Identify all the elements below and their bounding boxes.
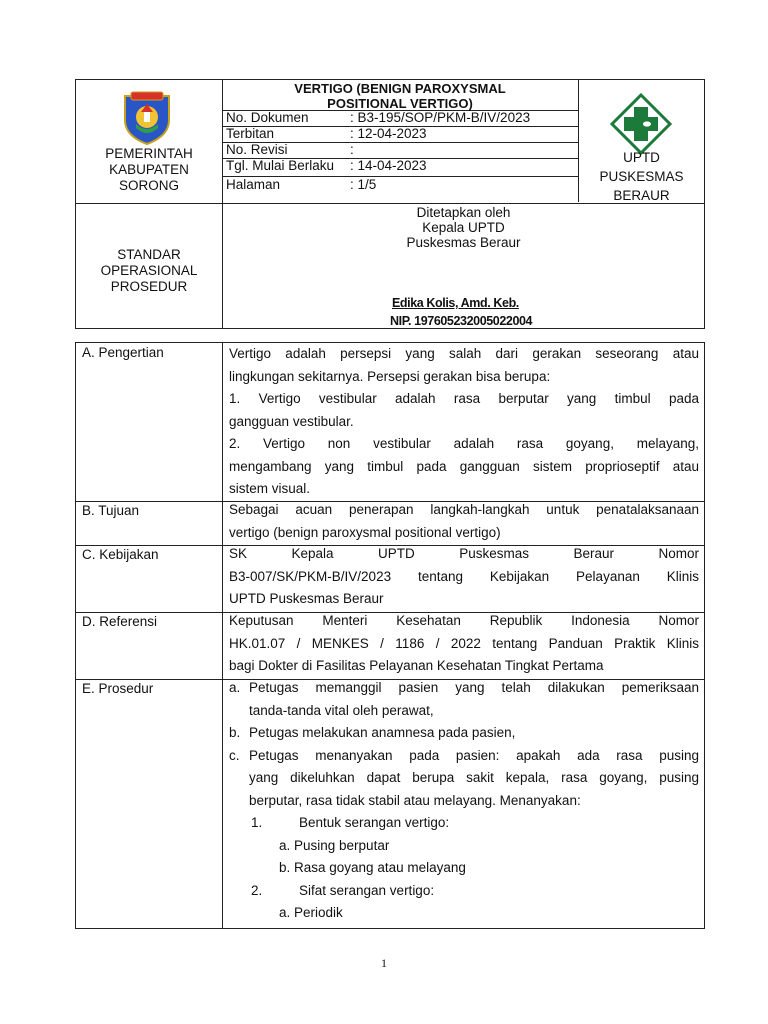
institution-line: UPTD xyxy=(623,150,660,165)
text-line: 2. Vertigo non vestibular adalah rasa goyang, melayang, xyxy=(229,436,699,451)
text-line: 1. Vertigo vestibular adalah rasa berputar yang timbul pada xyxy=(229,391,699,406)
text-line: vertigo (benign paroxysmal positional vertigo) xyxy=(229,524,501,540)
section-label-pengertian: A. Pengertian xyxy=(82,345,164,360)
sop-line: STANDAR xyxy=(117,247,181,262)
sub-item xyxy=(229,835,699,858)
meta-row-page xyxy=(226,177,376,193)
meta-value: : 12-04-2023 xyxy=(350,126,427,141)
approval-line: Ditetapkan oleh xyxy=(416,205,511,220)
institution-line: BERAUR xyxy=(613,188,670,203)
procedure-list xyxy=(229,677,699,925)
title-line: POSITIONAL VERTIGO) xyxy=(327,96,473,111)
text-line: Vertigo adalah persepsi yang salah dari gerakan seseorang atau xyxy=(229,346,699,361)
section-label-kebijakan: C. Kebijakan xyxy=(82,547,159,562)
meta-value: : 14-04-2023 xyxy=(350,158,427,173)
sub-item xyxy=(229,902,699,925)
sub-text: b. Rasa goyang atau melayang xyxy=(279,860,466,875)
meta-value: : B3-195/SOP/PKM-B/IV/2023 xyxy=(350,110,531,125)
list-marker: a. xyxy=(229,680,241,695)
section-label-prosedur: E. Prosedur xyxy=(82,681,154,696)
text-line: Petugas memanggil pasien yang telah dilakukan pemeriksaan xyxy=(249,680,699,695)
list-marker: b. xyxy=(229,725,241,740)
meta-value: : 1/5 xyxy=(350,177,377,192)
sop-line: OPERASIONAL xyxy=(100,263,198,278)
sop-label-cell xyxy=(76,203,222,329)
list-item xyxy=(229,722,699,745)
title-line: VERTIGO (BENIGN PAROXYSMAL xyxy=(294,81,506,96)
text-line: Petugas menanyakan pada pasien: apakah ada rasa pusing xyxy=(249,747,699,763)
meta-value: : xyxy=(350,142,354,157)
meta-label: Tgl. Mulai Berlaku xyxy=(226,158,335,173)
text-line: berputar, rasa tidak stabil atau melayang. Menanyakan: xyxy=(249,792,581,808)
section-label-referensi: D. Referensi xyxy=(82,614,158,629)
text-line: yang dikeluhkan dapat berupa sakit kepala, rasa goyang, pusing xyxy=(249,770,699,785)
signer-nip: NIP. 197605232005022004 xyxy=(390,314,533,328)
sub-marker: 1. xyxy=(251,815,263,830)
list-item xyxy=(229,677,699,722)
meta-label: Halaman xyxy=(226,177,281,192)
sub-text: Sifat serangan vertigo: xyxy=(299,882,435,898)
meta-row-issued xyxy=(226,126,427,142)
signer-name: Edika Kolis, Amd. Keb. xyxy=(392,296,519,310)
text-line: HK.01.07 / MENKES / 1186 / 2022 tentang Panduan Praktik Klinis xyxy=(229,635,699,651)
government-cell xyxy=(76,80,222,203)
sub-text: a. Periodik xyxy=(279,905,343,920)
text-line: gangguan vestibular. xyxy=(229,413,354,429)
section-text-tujuan xyxy=(229,499,699,544)
meta-label: No. Dokumen xyxy=(226,110,309,125)
content-table xyxy=(75,342,705,929)
text-line: sistem visual. xyxy=(229,481,311,496)
institution-cell xyxy=(578,80,705,203)
section-text-kebijakan xyxy=(229,543,699,611)
text-line: SK Kepala UPTD Puskesmas Beraur Nomor xyxy=(229,546,699,561)
sub-text: a. Pusing berputar xyxy=(279,837,390,853)
text-line: bagi Dokter di Fasilitas Pelayanan Kesehatan Tingkat Pertama xyxy=(229,658,604,673)
section-text-pengertian xyxy=(229,343,699,501)
text-line: lingkungan sekitarnya. Persepsi gerakan bisa berupa: xyxy=(229,368,551,384)
government-line: SORONG xyxy=(118,178,179,193)
text-line: B3-007/SK/PKM-B/IV/2023 tentang Kebijakan Pelayanan Klinis xyxy=(229,568,699,584)
text-line: Keputusan Menteri Kesehatan Republik Indonesia Nomor xyxy=(229,613,699,628)
approval-line: Kepala UPTD xyxy=(422,220,505,235)
sub-item xyxy=(229,812,699,835)
approval-cell xyxy=(222,203,705,329)
list-item xyxy=(229,745,699,813)
sub-marker: 2. xyxy=(251,882,263,898)
document-title xyxy=(222,80,578,111)
header-table xyxy=(75,79,705,329)
meta-label: No. Revisi xyxy=(226,142,288,157)
sub-item xyxy=(229,880,699,903)
institution-line: PUSKESMAS xyxy=(599,169,684,184)
meta-label: Terbitan xyxy=(226,126,275,141)
text-line: Sebagai acuan penerapan langkah-langkah untuk penatalaksanaan xyxy=(229,502,699,517)
regency-emblem-icon xyxy=(119,90,175,146)
meta-row-document-number xyxy=(226,110,530,126)
government-line: KABUPATEN xyxy=(109,162,189,177)
government-line: PEMERINTAH xyxy=(105,146,193,161)
text-line: tanda-tanda vital oleh perawat, xyxy=(249,702,434,718)
meta-row-revision xyxy=(226,142,354,158)
text-line: mengambang yang timbul pada gangguan sistem proprioseptif atau xyxy=(229,458,699,474)
page-number: 1 xyxy=(381,956,387,970)
approval-line: Puskesmas Beraur xyxy=(406,235,521,250)
sop-line: PROSEDUR xyxy=(110,279,188,294)
text-line: UPTD Puskesmas Beraur xyxy=(229,591,384,606)
list-marker: c. xyxy=(229,747,240,763)
sub-text: Bentuk serangan vertigo: xyxy=(299,815,450,830)
section-label-tujuan: B. Tujuan xyxy=(82,503,140,518)
puskesmas-logo-icon xyxy=(610,93,672,155)
section-text-referensi xyxy=(229,610,699,678)
sub-item xyxy=(229,857,699,880)
divider xyxy=(222,343,223,928)
text-line: Petugas melakukan anamnesa pada pasien, xyxy=(249,725,516,740)
meta-row-effective-date xyxy=(226,158,427,174)
